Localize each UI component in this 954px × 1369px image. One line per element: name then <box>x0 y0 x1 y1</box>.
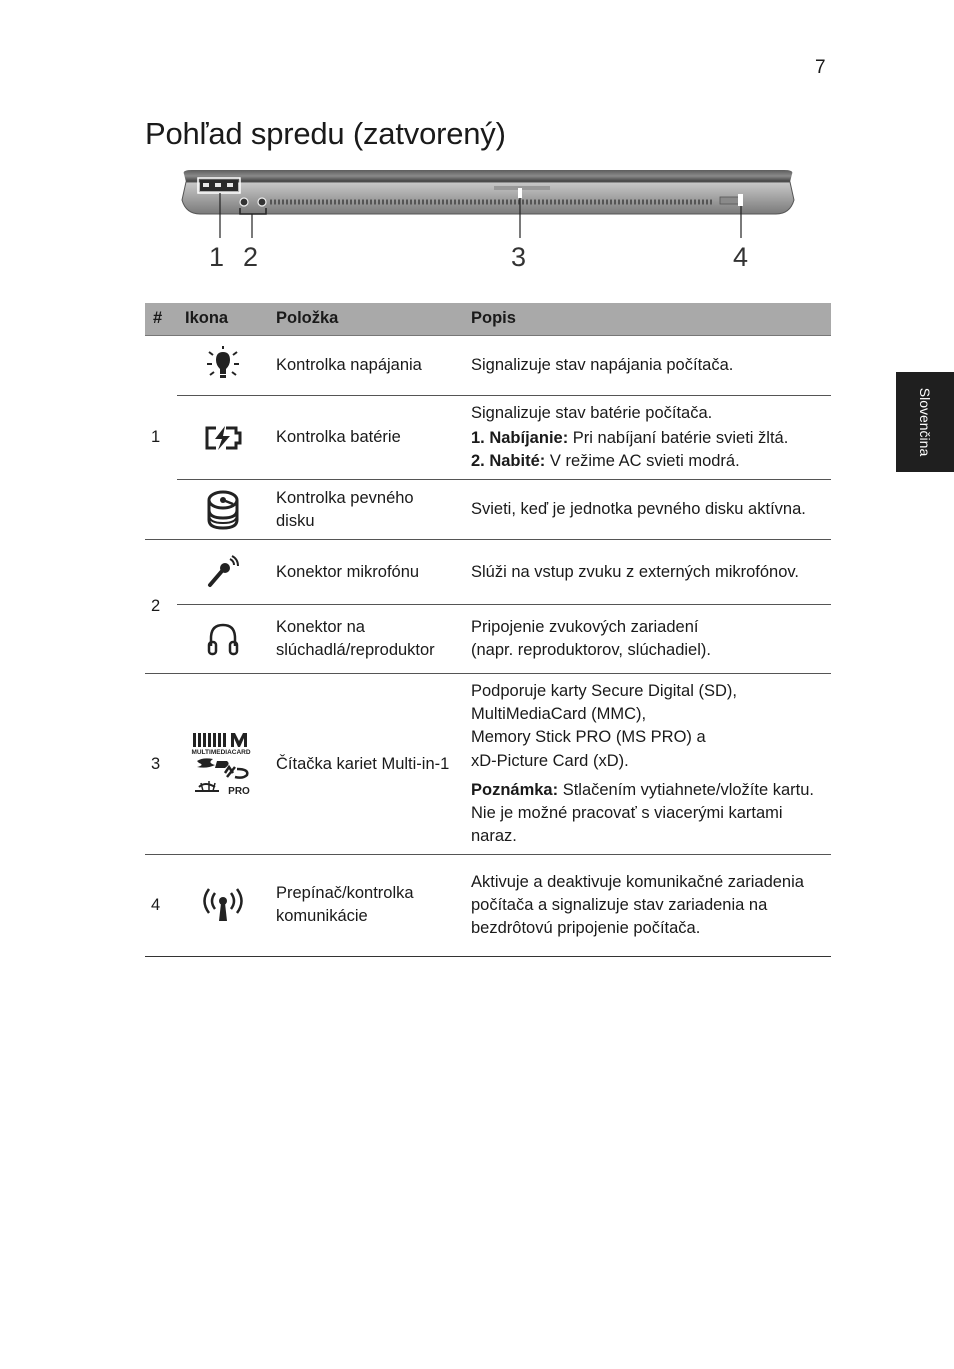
row-number: 3 <box>145 674 177 855</box>
item-description <box>463 480 831 540</box>
table-row <box>145 396 831 480</box>
note-text: Stlačením vytiahnete/vložíte kartu. Nie je možné pracovať s viacerými kartami naraz. <box>471 780 814 845</box>
callout-label: 3 <box>511 242 527 272</box>
table-row <box>145 605 831 674</box>
header-description: Popis <box>463 303 831 336</box>
callout-label: 2 <box>243 242 259 272</box>
laptop-front-view-illustration <box>178 168 798 283</box>
battery-indicator-icon <box>177 396 268 480</box>
item-description <box>463 396 831 480</box>
item-description <box>463 336 831 396</box>
hdd-indicator-icon <box>177 480 268 540</box>
table-row <box>145 674 831 855</box>
microphone-icon <box>177 540 268 605</box>
item-name: Konektor mikrofónu <box>268 540 463 605</box>
description-text: Podporuje karty Secure Digital (SD), <box>471 682 737 701</box>
status-note-label: 1. Nabíjanie: <box>471 429 569 448</box>
row-number: 2 <box>145 540 177 674</box>
headphones-icon <box>177 605 268 674</box>
item-name: Kontrolka pevného disku <box>268 480 463 540</box>
language-side-tab <box>896 372 954 472</box>
table-header-row <box>145 303 831 336</box>
item-description <box>463 854 831 956</box>
table-row <box>145 336 831 396</box>
status-note-label: 2. Nabité: <box>471 452 546 471</box>
row-number: 1 <box>145 336 177 540</box>
description-text: Pripojenie zvukových zariadení <box>471 618 699 637</box>
note <box>471 779 823 848</box>
description-text: Slúži na vstup zvuku z externých mikrofónov. <box>471 562 800 581</box>
status-note <box>471 427 823 450</box>
table-row <box>145 480 831 540</box>
status-note-text: V režime AC svieti modrá. <box>545 452 740 471</box>
front-view-spec-table <box>145 303 831 957</box>
item-description <box>463 605 831 674</box>
language-side-tab-label: Slovenčina <box>917 387 933 457</box>
description-text: Svieti, keď je jednotka pevného disku aktívna. <box>471 500 806 519</box>
header-item: Položka <box>268 303 463 336</box>
description-text: Memory Stick PRO (MS PRO) a <box>471 728 706 747</box>
table-row <box>145 540 831 605</box>
item-name: Kontrolka batérie <box>268 396 463 480</box>
item-name: Čítačka kariet Multi-in-1 <box>268 674 463 855</box>
description-text: Signalizuje stav napájania počítača. <box>471 355 734 374</box>
status-note-text: Pri nabíjaní batérie svieti žltá. <box>568 429 789 448</box>
page-title: Pohľad spredu (zatvorený) <box>145 116 506 151</box>
status-note <box>471 450 823 473</box>
item-name: Konektor na slúchadlá/reproduktor <box>268 605 463 674</box>
description-text: Signalizuje stav batérie počítača. <box>471 404 713 422</box>
pro-logo-text: PRO <box>227 786 250 798</box>
item-name: Kontrolka napájania <box>268 336 463 396</box>
header-num: # <box>145 303 177 336</box>
page-number: 7 <box>815 57 826 78</box>
callout-label: 1 <box>209 242 225 272</box>
item-description <box>463 540 831 605</box>
description-text: MultiMediaCard (MMC), <box>471 705 647 724</box>
item-name: Prepínač/kontrolka komunikácie <box>268 854 463 956</box>
power-indicator-icon <box>177 336 268 396</box>
mmc-logo-text: MULTIMEDIACARD <box>190 749 251 757</box>
callout-label: 4 <box>733 242 749 272</box>
description-text: xD-Picture Card (xD). <box>471 751 629 770</box>
description-text: (napr. reproduktorov, slúchadiel). <box>471 641 711 660</box>
description-text: Aktivuje a deaktivuje komunikačné zariadenia počítača a signalizuje stav zariadenia na bezdrôtovú pripojenie počítača. <box>471 872 804 937</box>
header-icon: Ikona <box>177 303 268 336</box>
row-number: 4 <box>145 854 177 956</box>
item-description <box>463 674 831 855</box>
note-label: Poznámka: <box>471 780 559 799</box>
wireless-icon <box>177 854 268 956</box>
card-reader-icon <box>177 674 268 855</box>
table-row <box>145 854 831 956</box>
